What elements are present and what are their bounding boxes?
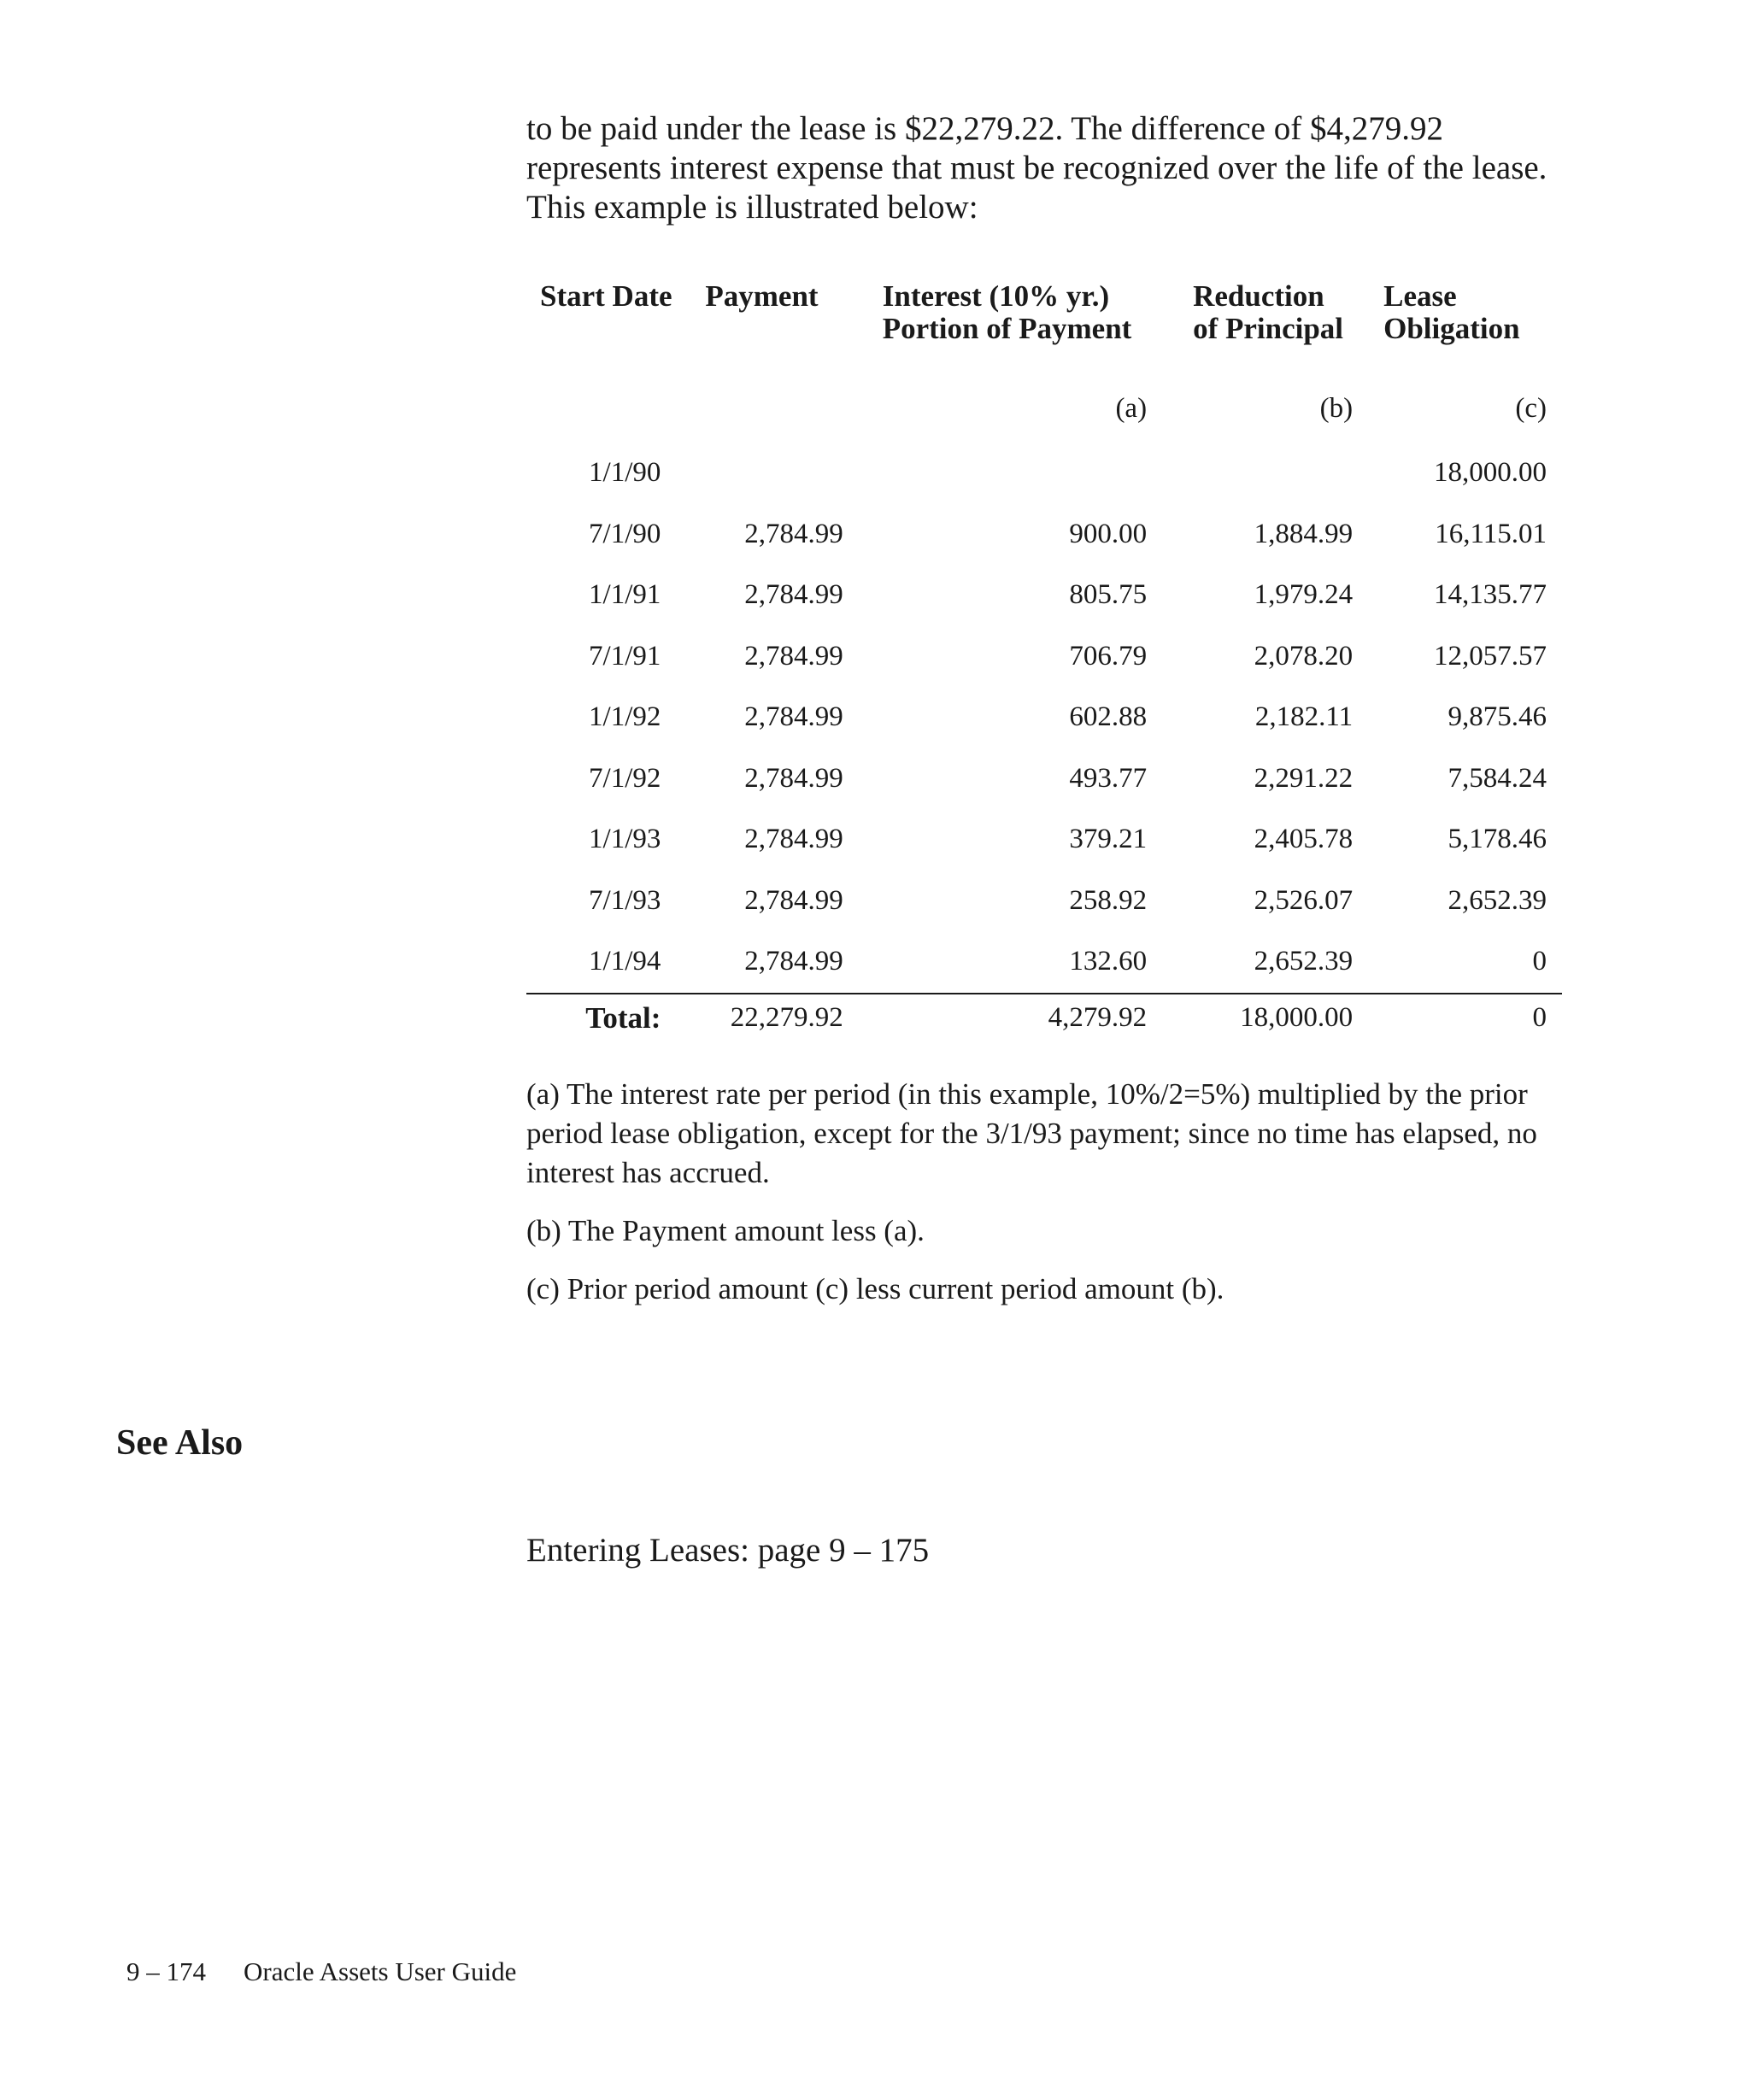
guide-title: Oracle Assets User Guide (244, 1956, 517, 1986)
row-payment: 2,784.99 (744, 824, 843, 855)
row-reduction: 2,405.78 (1254, 824, 1354, 855)
row-reduction: 2,652.39 (1254, 946, 1354, 977)
entering-leases-link[interactable]: Entering Leases: page 9 – 175 (526, 1532, 930, 1569)
see-also-heading: See Also (116, 1423, 244, 1463)
total-interest: 4,279.92 (859, 994, 1176, 1042)
table-row (526, 443, 1562, 504)
row-reduction: 2,291.22 (1254, 762, 1354, 794)
row-date: 7/1/92 (589, 762, 661, 794)
header-payment: Payment (705, 279, 819, 313)
row-interest: 706.79 (1069, 640, 1148, 672)
page-footer (126, 1956, 516, 1987)
table-row (526, 626, 1562, 688)
table-row (526, 931, 1562, 994)
note-c: (c) Prior period amount (c) less current period amount (b). (526, 1272, 1224, 1305)
header-interest (859, 280, 1176, 374)
total-payment: 22,279.92 (676, 994, 858, 1042)
header-interest-line1: Interest (10% yr.) (882, 279, 1110, 313)
row-obligation: 16,115.01 (1435, 518, 1547, 549)
row-interest: 258.92 (1069, 884, 1148, 916)
row-obligation: 7,584.24 (1448, 762, 1547, 794)
table-row (526, 565, 1562, 626)
header-lease-line2: Obligation (1383, 312, 1520, 345)
row-payment (676, 443, 858, 504)
row-obligation: 9,875.46 (1448, 701, 1547, 733)
ref-c: (c) (1515, 392, 1547, 424)
table-header-row (526, 280, 1562, 374)
row-interest: 379.21 (1069, 824, 1148, 855)
table-row (526, 504, 1562, 566)
header-start-date: Start Date (540, 279, 672, 313)
row-payment: 2,784.99 (744, 946, 843, 977)
row-payment: 2,784.99 (744, 518, 843, 549)
note-a: (a) The interest rate per period (in this example, 10%/2=5%) multiplied by the prior period lease obligation, except for the 3/1/93 payment; since no time has elapsed, no interest has accrued. (526, 1077, 1537, 1189)
row-obligation: 14,135.77 (1434, 579, 1547, 611)
row-interest: 132.60 (1069, 946, 1148, 977)
row-date: 1/1/94 (589, 946, 661, 977)
row-interest: 805.75 (1069, 579, 1148, 611)
row-payment: 2,784.99 (744, 884, 843, 916)
row-interest (859, 443, 1176, 504)
header-reduction-line1: Reduction (1193, 279, 1324, 313)
row-date: 7/1/93 (589, 884, 661, 916)
row-reduction (1176, 443, 1373, 504)
header-reduction (1176, 280, 1373, 374)
row-reduction: 2,078.20 (1254, 640, 1354, 672)
table-row (526, 748, 1562, 810)
ref-a: (a) (1115, 392, 1148, 424)
row-interest: 602.88 (1069, 701, 1148, 733)
header-interest-line2: Portion of Payment (882, 312, 1132, 345)
row-date: 1/1/92 (589, 701, 661, 733)
table-row (526, 809, 1562, 871)
column-reference-row (526, 374, 1562, 443)
header-lease-line1: Lease (1383, 279, 1457, 313)
intro-paragraph: to be paid under the lease is $22,279.22. The difference of $4,279.92 represents interest expense that must be recognized over the life of the lease. This example is illustrated below: (526, 110, 1547, 226)
row-date: 1/1/90 (589, 457, 661, 489)
total-obligation: 0 (1373, 994, 1562, 1042)
row-payment: 2,784.99 (744, 701, 843, 733)
row-payment: 2,784.99 (744, 640, 843, 672)
row-reduction: 1,979.24 (1254, 579, 1354, 611)
total-row (526, 994, 1562, 1042)
row-date: 1/1/91 (589, 579, 661, 611)
row-interest: 900.00 (1069, 518, 1148, 549)
row-interest: 493.77 (1069, 762, 1148, 794)
row-payment: 2,784.99 (744, 579, 843, 611)
ref-b: (b) (1319, 392, 1354, 424)
row-reduction: 1,884.99 (1254, 518, 1354, 549)
header-lease-obligation (1373, 280, 1562, 374)
table-notes (526, 1075, 1586, 1328)
row-obligation: 18,000.00 (1434, 457, 1547, 489)
table-row (526, 687, 1562, 748)
row-date: 1/1/93 (589, 824, 661, 855)
row-reduction: 2,526.07 (1254, 884, 1354, 916)
row-date: 7/1/91 (589, 640, 661, 672)
header-reduction-line2: of Principal (1193, 312, 1344, 345)
row-date: 7/1/90 (589, 518, 661, 549)
row-obligation: 0 (1532, 946, 1547, 977)
page-number: 9 – 174 (126, 1956, 206, 1986)
table-row (526, 871, 1562, 932)
row-obligation: 12,057.57 (1434, 640, 1547, 672)
row-reduction: 2,182.11 (1254, 701, 1354, 733)
row-payment: 2,784.99 (744, 762, 843, 794)
note-b: (b) The Payment amount less (a). (526, 1214, 925, 1247)
total-label: Total: (526, 994, 676, 1042)
total-reduction: 18,000.00 (1176, 994, 1373, 1042)
row-obligation: 2,652.39 (1448, 884, 1547, 916)
row-obligation: 5,178.46 (1448, 824, 1547, 855)
lease-amortization-table (526, 280, 1562, 1042)
